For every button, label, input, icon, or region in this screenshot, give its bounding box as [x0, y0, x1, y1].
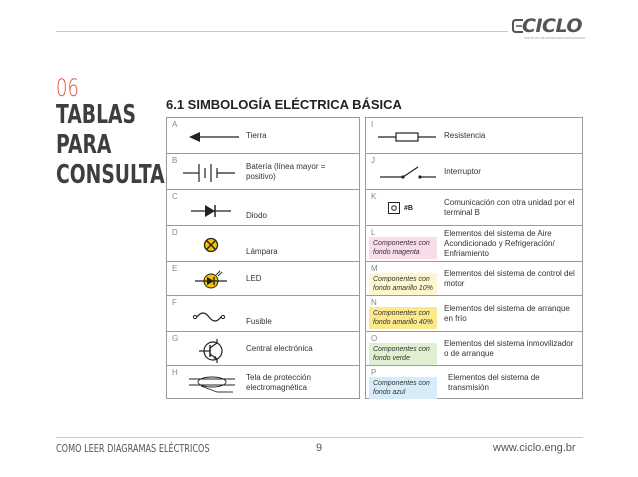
table-row [167, 190, 359, 226]
row-letter: N [371, 298, 377, 307]
table-row [366, 296, 582, 332]
row-description: Fusible [246, 316, 272, 326]
diode-icon [181, 198, 243, 224]
table-row [167, 332, 359, 366]
row-letter: O [371, 334, 378, 343]
terminal-label: #B [404, 204, 413, 212]
chapter-title-line: CONSULTA [56, 160, 165, 190]
table-row [366, 332, 582, 366]
table-row [366, 154, 582, 190]
logo-text: CICLO [522, 15, 583, 37]
row-letter: C [172, 192, 178, 201]
shield-mesh-icon [181, 370, 243, 396]
ground-icon [181, 124, 243, 150]
lamp-icon [181, 232, 243, 258]
row-description: Tierra [246, 130, 267, 140]
table-row [167, 366, 359, 400]
page-number: 9 [316, 442, 323, 454]
logo-subtitle: INSTITUTO DE ENSEÑANZA PROFESIONAL [524, 36, 586, 40]
symbols-table-left [166, 117, 360, 399]
table-row [366, 118, 582, 154]
row-description: Elementos del sistema de arranque en frío [444, 303, 570, 323]
row-description: Elementos del sistema de control del motor [444, 268, 575, 288]
row-description: Central electrónica [246, 343, 313, 353]
footer-website-link[interactable]: www.ciclo.eng.br [493, 442, 576, 454]
resistor-icon [376, 124, 438, 150]
row-description: LED [246, 273, 262, 283]
section-title: 6.1 SIMBOLOGÍA ELÉCTRICA BÁSICA [166, 97, 402, 112]
table-row [167, 226, 359, 262]
footer-rule [56, 437, 583, 438]
row-letter: P [371, 368, 377, 377]
row-letter: A [172, 120, 178, 129]
symbols-table-right [365, 117, 583, 399]
switch-icon [376, 160, 438, 186]
row-description: Diodo [246, 210, 267, 220]
row-description: Lámpara [246, 246, 278, 256]
row-letter: E [172, 264, 178, 273]
header-rule [56, 31, 508, 32]
battery-icon [181, 160, 243, 186]
row-description: Elementos del sistema de Aire Acondicionado y Refrigeración/ Enfriamiento [444, 228, 555, 258]
table-row [167, 262, 359, 296]
row-letter: G [172, 334, 179, 343]
row-letter: J [371, 156, 375, 165]
yellow10-swatch: Componentes con fondo amarillo 10% [369, 273, 437, 295]
table-row [167, 154, 359, 190]
row-letter: L [371, 228, 376, 237]
row-description: Resistencia [444, 130, 486, 140]
table-row [366, 226, 582, 262]
row-description: Tela de protección electromagnética [246, 373, 311, 392]
table-row [366, 366, 582, 400]
transistor-icon [181, 338, 243, 364]
footer-document-title: COMO LEER DIAGRAMAS ELÉCTRICOS [56, 442, 210, 455]
green-swatch: Componentes con fondo verde [369, 343, 437, 365]
row-description: Elementos del sistema de transmisión [448, 373, 540, 392]
chapter-title-line: TABLAS [56, 100, 136, 130]
row-letter: B [172, 156, 178, 165]
row-letter: F [172, 298, 177, 307]
chapter-title [56, 100, 165, 190]
chapter-number: 06 [56, 74, 79, 102]
row-description: Interruptor [444, 166, 481, 176]
blue-swatch: Componentes con fondo azul [369, 377, 437, 399]
row-letter: D [172, 228, 178, 237]
row-letter: I [371, 120, 374, 129]
table-row [167, 296, 359, 332]
row-description: Comunicación con otra unidad por el terminal B [444, 197, 575, 217]
row-letter: H [172, 368, 178, 377]
table-row [366, 190, 582, 226]
terminal-symbol [388, 202, 413, 214]
terminal-icon [388, 202, 400, 214]
row-description: Elementos del sistema inmovilizador o de arranque [444, 338, 574, 358]
magenta-swatch: Componentes con fondo magenta [369, 237, 437, 259]
ciclo-logo [512, 15, 594, 45]
chapter-title-line: PARA [56, 130, 112, 160]
fuse-icon [181, 304, 243, 330]
table-row [366, 262, 582, 296]
row-letter: M [371, 264, 378, 273]
yellow40-swatch: Componentes con fondo amarillo 40% [369, 307, 437, 329]
table-row [167, 118, 359, 154]
row-letter: K [371, 192, 377, 201]
row-description: Batería (línea mayor = positivo) [246, 161, 326, 181]
led-icon [181, 268, 243, 294]
